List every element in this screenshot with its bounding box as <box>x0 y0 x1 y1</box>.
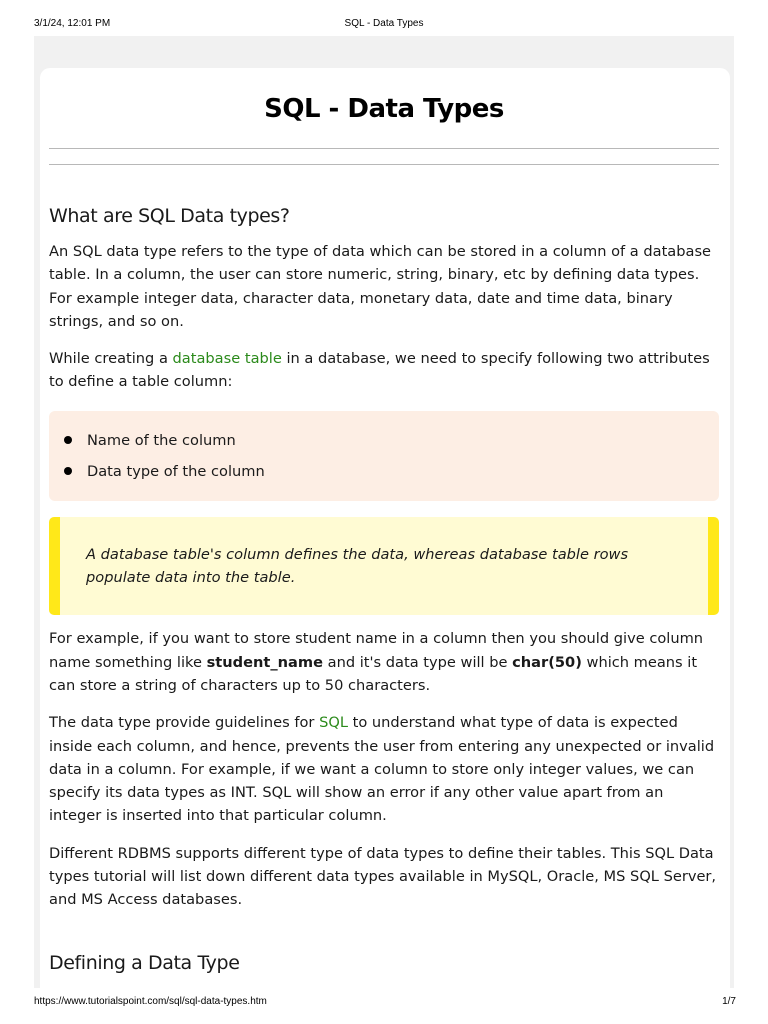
print-page-number: 1/7 <box>722 996 736 1007</box>
section-heading-what-are-data-types: What are SQL Data types? <box>49 205 290 227</box>
attributes-text-before: While creating a <box>49 350 173 368</box>
bullet-icon <box>64 436 72 444</box>
print-title: SQL - Data Types <box>344 18 424 29</box>
example-text-3: which means it can store a string of characters up to 50 characters. <box>49 653 698 694</box>
example-paragraph <box>49 627 719 697</box>
example-text-2: and it's data type will be <box>323 653 513 671</box>
attributes-list-box <box>49 411 719 501</box>
note-callout <box>49 517 719 616</box>
list-item <box>49 425 719 456</box>
article-card <box>40 68 730 988</box>
attributes-list <box>49 425 719 487</box>
example-bold-student-name: student_name <box>206 653 323 671</box>
note-text: A database table's column defines the data, whereas database table rows populate data into the table. <box>86 545 629 587</box>
guidelines-text-before: The data type provide guidelines for <box>49 714 320 732</box>
print-footer <box>0 990 768 1024</box>
guidelines-paragraph <box>49 711 719 827</box>
list-item-text: Name of the column <box>87 431 236 449</box>
page-title: SQL - Data Types <box>264 94 504 124</box>
example-bold-char50: char(50) <box>512 653 582 671</box>
print-date: 3/1/24, 12:01 PM <box>34 18 111 29</box>
sql-link[interactable]: SQL <box>319 714 348 732</box>
article-content <box>49 68 719 976</box>
example-text-1: For example, if you want to store student name in a column then you should give column name something like <box>49 630 704 671</box>
intro-paragraph: An SQL data type refers to the type of data which can be stored in a column of a database table. In a column, the user can store numeric, string, binary, etc by defining data types. For example integer data, character data, monetary data, date and time data, binary strings, and so on. <box>49 243 712 330</box>
database-table-link[interactable]: database table <box>172 350 282 368</box>
rdbms-paragraph: Different RDBMS supports different type of data types to define their tables. This SQL Data types tutorial will list down different data types available in MySQL, Oracle, MS SQL Server, and MS Access databases. <box>49 844 717 909</box>
title-divider-bottom <box>49 164 719 165</box>
print-header <box>0 0 768 36</box>
title-divider-top <box>49 148 719 149</box>
guidelines-text-after: to understand what type of data is expected inside each column, and hence, prevents the user from entering any unexpected or invalid data in a column. For example, if we want a column to store only integer values, we can specify its data types as INT. SQL will show an error if any other value apart from an integer is inserted into that particular column. <box>49 714 715 825</box>
list-item-text: Data type of the column <box>87 462 265 480</box>
attributes-text-after: in a database, we need to specify following two attributes to define a table column: <box>49 350 710 391</box>
attributes-paragraph <box>49 347 719 394</box>
print-url: https://www.tutorialspoint.com/sql/sql-data-types.htm <box>34 996 267 1007</box>
list-item <box>49 456 719 487</box>
bullet-icon <box>64 467 72 475</box>
page-background <box>34 36 734 988</box>
section-heading-defining-data-type: Defining a Data Type <box>49 951 240 974</box>
